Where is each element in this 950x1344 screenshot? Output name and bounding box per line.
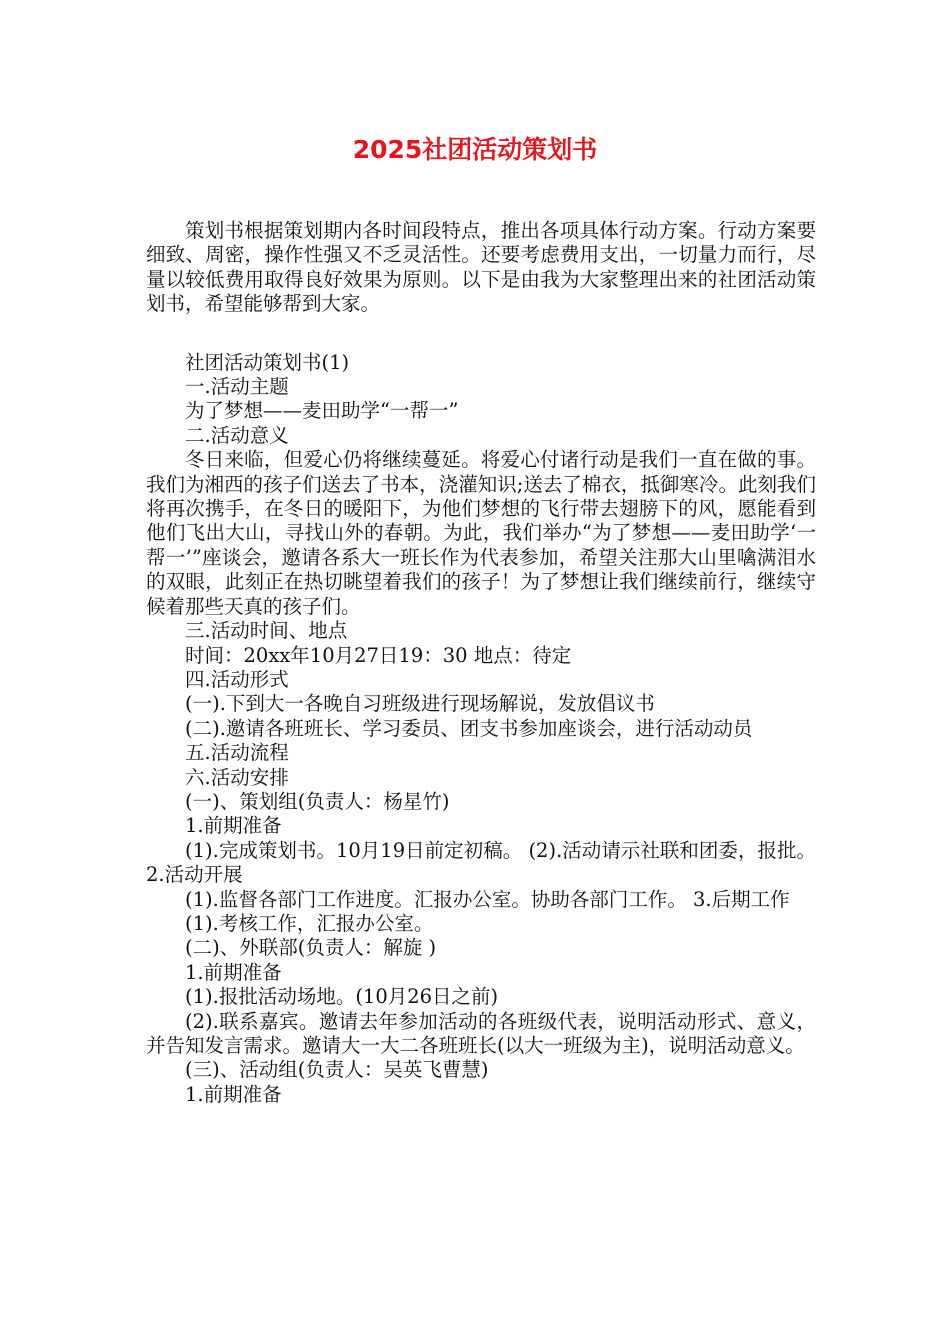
document-title: 2025社团活动策划书 [352, 135, 598, 164]
body-line: (2).联系嘉宾。邀请去年参加活动的各班级代表，说明活动形式、意义，并告知发言需求。邀请大一大二各班班长(以大一班级为主)，说明活动意义。 [146, 1009, 816, 1057]
paragraph-spacer [146, 317, 816, 351]
item-heading: 二.活动意义 [185, 423, 289, 447]
sub-heading: 1.前期准备 [185, 1082, 282, 1106]
item-heading: 三.活动时间、地点 [185, 619, 348, 643]
group-heading: (三)、活动组(负责人：吴英飞曹慧) [185, 1058, 489, 1082]
body-line: (1).报批活动场地。(10月26日之前) [185, 985, 499, 1009]
body-line: (1).完成策划书。10月19日前定初稿。 (2).活动请示社联和团委，报批。 2.活动开展 [146, 838, 816, 887]
section-heading: 社团活动策划书(1) [185, 350, 350, 374]
group-heading: (二)、外联部(负责人：解旋 ) [185, 936, 437, 960]
document-body [146, 219, 816, 1107]
item-heading: 四.活动形式 [185, 667, 289, 691]
body-line: (1).考核工作，汇报办公室。 [185, 911, 434, 935]
item-heading: 五.活动流程 [185, 741, 289, 765]
sub-heading: 1.前期准备 [185, 960, 282, 984]
sub-heading: 1.前期准备 [185, 814, 282, 838]
intro-paragraph: 策划书根据策划期内各时间段特点，推出各项具体行动方案。行动方案要细致、周密，操作性强又不乏灵活性。还要考虑费用支出，一切量力而行，尽量以较低费用取得良好效果为原则。以下是由我为大家整理出来的社团活动策划书，希望能够帮到大家。 [146, 219, 816, 316]
item-heading: 六.活动安排 [185, 765, 289, 789]
body-line: (1).监督各部门工作进度。汇报办公室。协助各部门工作。 3.后期工作 [185, 887, 790, 911]
body-line: (一).下到大一各晚自习班级进行现场解说，发放倡议书 [185, 692, 655, 716]
item-heading: 一.活动主题 [185, 375, 289, 399]
group-heading: (一)、策划组(负责人：杨星竹) [185, 789, 450, 813]
body-paragraph: 冬日来临，但爱心仍将继续蔓延。将爱心付诸行动是我们一直在做的事。我们为湘西的孩子们送去了书本，浇灌知识;送去了棉衣，抵御寒冷。此刻我们将再次携手，在冬日的暖阳下，为他们梦想的飞行带去翅膀下的风，愿能看到他们飞出大山，寻找山外的春朝。为此，我们举办“为了梦想——麦田助学‘一帮一’”座谈会，邀请各系大一班长作为代表参加，希望关注那大山里噙满泪水的双眼，此刻正在热切眺望着我们的孩子！为了梦想让我们继续前行，继续守候着那些天真的孩子们。 [146, 448, 816, 618]
body-line: (二).邀请各班班长、学习委员、团支书参加座谈会，进行活动动员 [185, 716, 753, 740]
body-line: 为了梦想——麦田助学“一帮一” [185, 399, 459, 423]
body-line: 时间：20xx年10月27日19：30 地点：待定 [185, 643, 572, 667]
